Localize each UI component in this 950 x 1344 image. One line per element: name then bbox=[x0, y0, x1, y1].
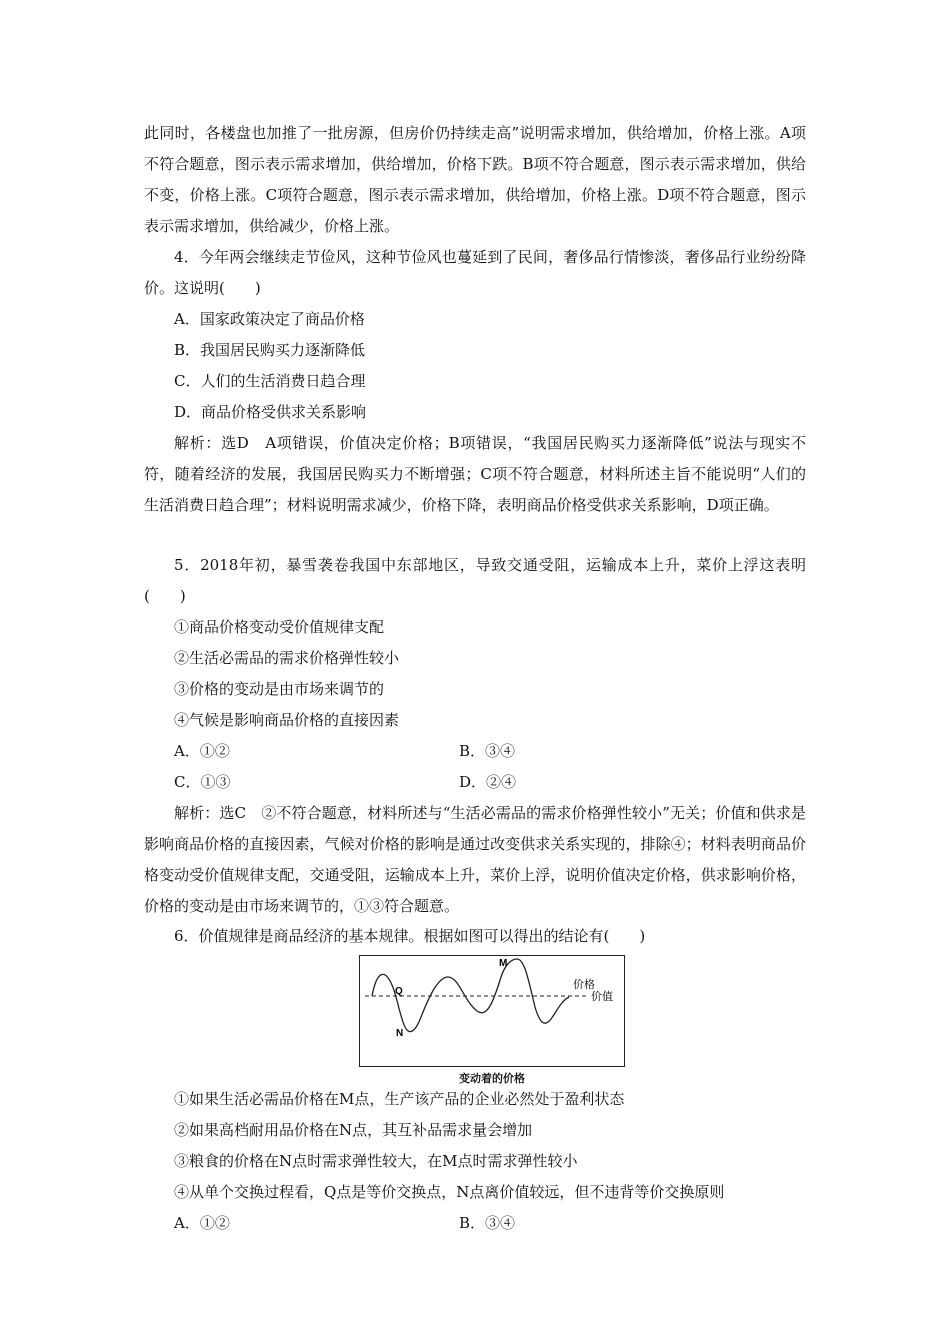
q5-option-a: A．①② bbox=[174, 742, 230, 760]
q6-option-b: B．③④ bbox=[459, 1214, 516, 1232]
figure-caption: 变动着的价格 bbox=[459, 1072, 525, 1085]
q6-item-3: ③粮食的价格在N点时需求弹性较大，在M点时需求弹性较小 bbox=[174, 1152, 578, 1170]
q4-option-b: B．我国居民购买力逐渐降低 bbox=[174, 341, 366, 359]
value-label: 价值 bbox=[591, 990, 613, 1003]
q5-item-4: ④气候是影响商品价格的直接因素 bbox=[174, 711, 400, 729]
price-value-figure bbox=[359, 955, 625, 1067]
q4-option-a: A．国家政策决定了商品价格 bbox=[174, 310, 365, 328]
q5-item-1: ①商品价格变动受价值规律支配 bbox=[174, 618, 385, 636]
point-q-label: Q bbox=[395, 986, 403, 997]
q5-item-2: ②生活必需品的需求价格弹性较小 bbox=[174, 649, 400, 667]
q4-analysis: 解析：选D A项错误，价值决定价格；B项错误，“我国居民购买力逐渐降低”说法与现实不符，随着经济的发展，我国居民购买力不断增强；C项不符合题意，材料所述主旨不能说明“人们的生活消费日趋合理”；材料说明需求减少，价格下降，表明商品价格受供求关系影响，D项正确。 bbox=[144, 434, 806, 514]
price-label: 价格 bbox=[573, 978, 595, 991]
q6-option-a: A．①② bbox=[174, 1214, 230, 1232]
q5-option-d: D．②④ bbox=[459, 773, 517, 791]
q6-item-2: ②如果高档耐用品价格在N点，其互补品需求量会增加 bbox=[174, 1121, 533, 1139]
q5-analysis: 解析：选C ②不符合题意，材料所述与“生活必需品的需求价格弹性较小”无关；价值和供求是影响商品价格的直接因素，气候对价格的影响是通过改变供求关系实现的，排除④；材料表明商品价格变动受价值规律支配，交通受阻，运输成本上升，菜价上浮，说明价值决定价格，供求影响价格，价格的变动是由市场来调节的，①③符合题意。 bbox=[144, 804, 806, 915]
q4-option-d: D．商品价格受供求关系影响 bbox=[174, 403, 367, 421]
q6-item-4: ④从单个交换过程看，Q点是等价交换点，N点离价值较远，但不违背等价交换原则 bbox=[174, 1183, 725, 1201]
q4-option-c: C．人们的生活消费日趋合理 bbox=[174, 372, 366, 390]
q4-stem: 4．今年两会继续走节俭风，这种节俭风也蔓延到了民间，奢侈品行情惨淡，奢侈品行业纷纷降价。这说明( ) bbox=[144, 248, 806, 297]
q5-item-3: ③价格的变动是由市场来调节的 bbox=[174, 680, 385, 698]
q5-stem: 5．2018年初，暴雪袭卷我国中东部地区，导致交通受阻，运输成本上升，菜价上浮这表明( ) bbox=[144, 556, 806, 605]
q6-item-1: ①如果生活必需品价格在M点，生产该产品的企业必然处于盈利状态 bbox=[174, 1090, 625, 1108]
point-n-label: N bbox=[396, 1028, 404, 1039]
q5-option-c: C．①③ bbox=[174, 773, 231, 791]
intro-paragraph: 此同时，各楼盘也加推了一批房源，但房价仍持续走高”说明需求增加，供给增加，价格上涨。A项不符合题意，图示表示需求增加，供给增加，价格下跌。B项不符合题意，图示表示需求增加，供给不变，价格上涨。C项符合题意，图示表示需求增加，供给增加，价格上涨。D项不符合题意，图示表示需求增加，供给减少，价格上涨。 bbox=[144, 124, 806, 235]
q5-option-b: B．③④ bbox=[459, 742, 516, 760]
point-m-label: M bbox=[499, 958, 508, 969]
q6-stem: 6．价值规律是商品经济的基本规律。根据如图可以得出的结论有( ) bbox=[174, 927, 646, 945]
